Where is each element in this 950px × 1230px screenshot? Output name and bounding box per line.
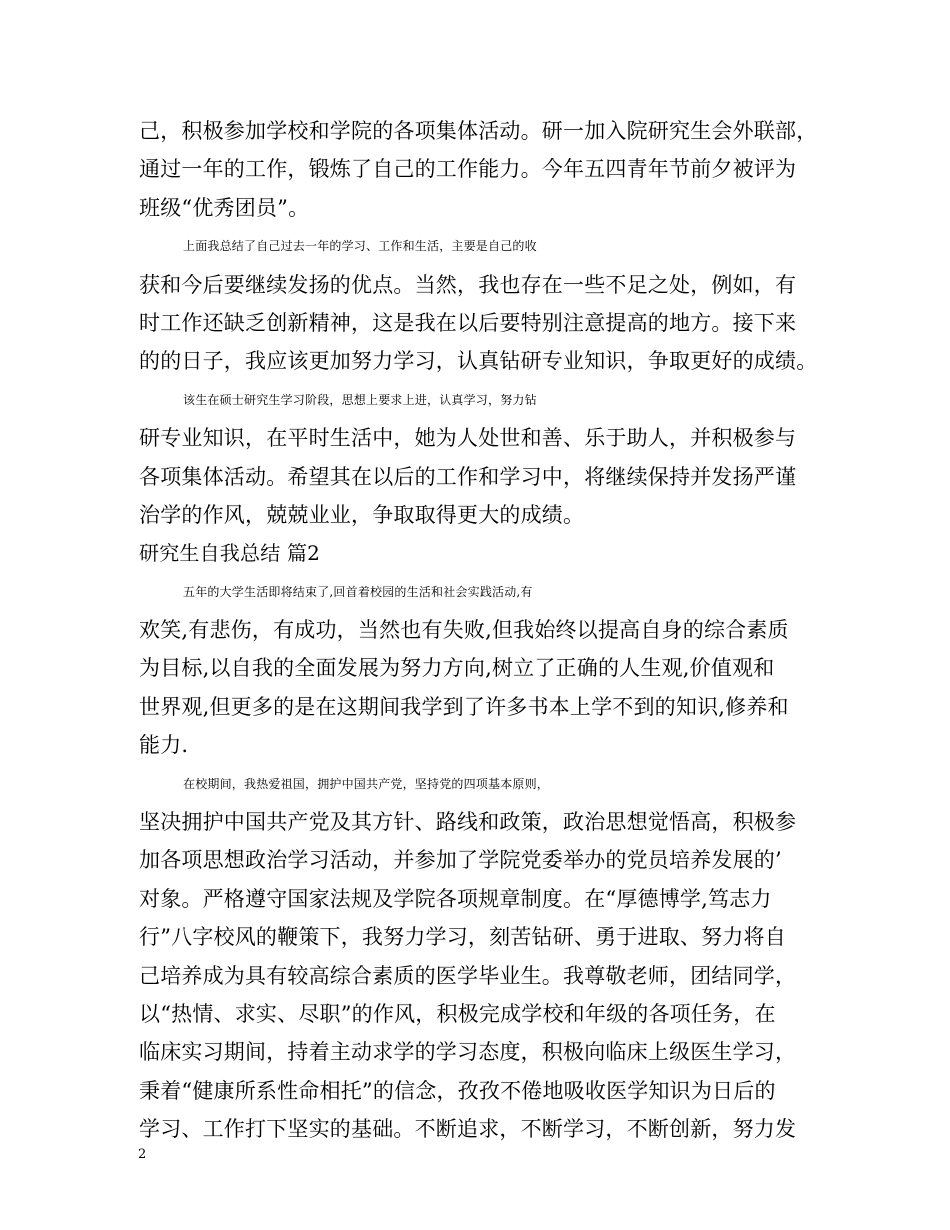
document-body: [139, 112, 839, 1149]
text-line: 班级“优秀团员”。: [139, 195, 310, 220]
text-line: 获和今后要继续发扬的优点。当然，我也存在一些不足之处，例如，有: [139, 272, 797, 297]
text-line: 临床实习期间，持着主动求学的学习态度，积极向临床上级医生学习，: [139, 1040, 797, 1065]
text-line: 学习、工作打下坚实的基础。不断追求，不断学习，不断创新，努力发: [139, 1117, 797, 1142]
text-line: 研专业知识，在平时生活中，她为人处世和善、乐于助人，并积极参与: [139, 426, 797, 451]
text-line: 世界观,但更多的是在这期间我学到了许多书本上学不到的知识,修养和: [139, 694, 789, 719]
text-line: 坚决拥护中国共产党及其方针、路线和政策，政治思想觉悟高，积极参: [139, 810, 797, 835]
text-line: 对象。严格遵守国家法规及学院各项规章制度。在“厚德博学,笃志力: [139, 886, 772, 911]
text-line: 为目标,以自我的全面发展为努力方向,树立了正确的人生观,价值观和: [139, 656, 775, 681]
text-line: 己培养成为具有较高综合素质的医学毕业生。我尊敬老师，团结同学，: [139, 963, 797, 988]
text-line: 以“热情、求实、尽职”的作风，积极完成学校和年级的各项任务，在: [139, 1001, 776, 1026]
text-line: 时工作还缺乏创新精神，这是我在以后要特别注意提高的地方。接下来: [139, 310, 797, 335]
text-line: 上面我总结了自己过去一年的学习、工作和生活，主要是自己的收: [183, 239, 537, 254]
text-line: 治学的作风，兢兢业业，争取取得更大的成绩。: [139, 502, 585, 527]
text-line: 能力.: [139, 733, 189, 758]
text-line: 己，积极参加学校和学院的各项集体活动。研一加入院研究生会外联部，: [139, 119, 818, 143]
text-line: 各项集体活动。希望其在以后的工作和学习中，将继续保持并发扬严谨: [139, 464, 797, 489]
text-line: 五年的大学生活即将结束了,回首着校园的生活和社会实践活动,有: [183, 584, 533, 599]
text-line: 行”八字校风的鞭策下，我努力学习，刻苦钻研、勇于进取、努力将自: [139, 925, 786, 950]
text-line: 该生在硕士研究生学习阶段，思想上要求上进，认真学习，努力钻: [183, 392, 537, 407]
section-heading: 研究生自我总结 篇2: [139, 541, 321, 566]
page-number: 2: [138, 1147, 147, 1162]
text-line: 在校期间，我热爱祖国，拥护中国共产党，坚持党的四项基本原则，: [183, 776, 550, 791]
text-line: 的的日子，我应该更加努力学习，认真钻研专业知识，争取更好的成绩。: [139, 349, 818, 374]
text-line: 秉着“健康所系性命相托”的信念，孜孜不倦地吸收医学知识为日后的: [139, 1078, 776, 1103]
text-line: 欢笑,有悲伤，有成功，当然也有失败,但我始终以提高自身的综合素质: [139, 618, 789, 643]
text-line: 通过一年的工作，锻炼了自己的工作能力。今年五四青年节前夕被评为: [139, 157, 797, 182]
text-line: 加各项思想政治学习活动，并参加了学院党委举办的党员培养发展的’: [139, 848, 782, 873]
